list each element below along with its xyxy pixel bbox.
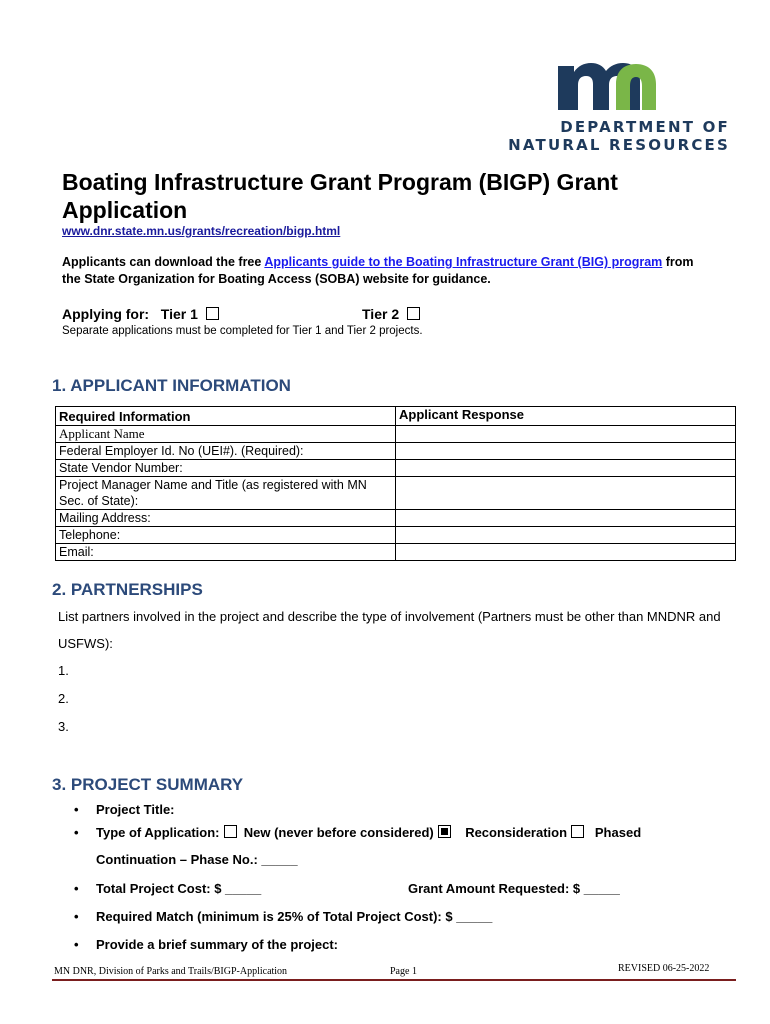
partner-item-2: 2. — [58, 691, 69, 706]
response-cell[interactable] — [396, 544, 736, 561]
dept-line-2: NATURAL RESOURCES — [508, 136, 730, 154]
applying-for-row — [62, 306, 219, 322]
row-label: Mailing Address: — [56, 510, 396, 527]
table-row — [56, 477, 736, 510]
reconsideration-checkbox[interactable] — [438, 825, 451, 838]
new-option-label: New (never before considered) — [243, 825, 434, 840]
tier2-label: Tier 2 — [362, 306, 400, 322]
intro-suffix: from the State Organization for Boating Access (SOBA) website for guidance. — [62, 255, 694, 286]
tier1-checkbox[interactable] — [206, 307, 219, 320]
row-label: Project Manager Name and Title (as registered with MN Sec. of State): — [56, 477, 396, 510]
bullet-icon: • — [74, 825, 79, 840]
table-row — [56, 544, 736, 561]
section1-heading: 1. APPLICANT INFORMATION — [52, 376, 291, 395]
row-label: Federal Employer Id. No (UEI#). (Required): — [56, 443, 396, 460]
response-cell[interactable] — [396, 426, 736, 443]
new-checkbox[interactable] — [224, 825, 237, 838]
row-label: Email: — [56, 544, 396, 561]
partner-item-1: 1. — [58, 663, 69, 678]
total-cost-label: Total Project Cost: $ _____ — [96, 881, 262, 896]
section3-heading: 3. PROJECT SUMMARY — [52, 775, 244, 794]
col-required-info: Required Information — [56, 407, 396, 426]
tier2-row — [362, 306, 420, 322]
applying-for-label: Applying for: — [62, 306, 150, 322]
response-cell[interactable] — [396, 527, 736, 544]
separate-applications-note: Separate applications must be completed for Tier 1 and Tier 2 projects. — [62, 325, 423, 337]
intro-paragraph — [62, 254, 702, 288]
list-item — [74, 881, 261, 896]
mn-logo-icon — [558, 58, 670, 110]
partners-instructions: List partners involved in the project and describe the type of involvement (Partners must be other than MNDNR and USFWS): — [58, 609, 721, 651]
list-item — [74, 825, 641, 840]
dnr-logo — [500, 58, 730, 158]
list-item — [74, 909, 492, 924]
program-url-link[interactable]: www.dnr.state.mn.us/grants/recreation/bigp.html — [62, 224, 341, 238]
section2-heading: 2. PARTNERSHIPS — [52, 580, 203, 599]
list-item — [74, 937, 338, 952]
table-row — [56, 510, 736, 527]
response-cell[interactable] — [396, 477, 736, 510]
bullet-icon: • — [74, 937, 79, 952]
grant-amount-label: Grant Amount Requested: $ _____ — [408, 881, 620, 896]
phased-option-label: Phased — [594, 825, 642, 840]
type-of-application-label: Type of Application: — [96, 825, 220, 840]
table-row — [56, 527, 736, 544]
project-title-label: Project Title: — [96, 802, 175, 817]
reconsideration-option-label: Reconsideration — [465, 825, 568, 840]
tier1-label: Tier 1 — [160, 306, 198, 322]
summary-label: Provide a brief summary of the project: — [96, 937, 339, 952]
footer-divider — [52, 979, 736, 981]
applicants-guide-link[interactable]: Applicants guide to the Boating Infrastructure Grant (BIG) program — [264, 255, 663, 269]
applicant-info-table — [55, 406, 736, 561]
bullet-icon: • — [74, 802, 79, 817]
response-cell[interactable] — [396, 443, 736, 460]
page-title: Boating Infrastructure Grant Program (BIGP) Grant Application — [62, 169, 618, 223]
row-label: Applicant Name — [56, 426, 396, 443]
intro-prefix: Applicants can download the free — [62, 255, 265, 269]
table-row — [56, 460, 736, 477]
table-row — [56, 426, 736, 443]
footer-left: MN DNR, Division of Parks and Trails/BIGP-Application — [54, 966, 288, 977]
required-match-label: Required Match (minimum is 25% of Total Project Cost): $ _____ — [96, 909, 493, 924]
bullet-icon: • — [74, 909, 79, 924]
table-header-row — [56, 407, 736, 426]
phased-checkbox[interactable] — [571, 825, 584, 838]
tier2-checkbox[interactable] — [407, 307, 420, 320]
col-applicant-response: Applicant Response — [396, 407, 736, 426]
continuation-line: Continuation – Phase No.: _____ — [96, 852, 298, 867]
bullet-icon: • — [74, 881, 79, 896]
list-item — [74, 802, 175, 817]
footer-revised: REVISED 06-25-2022 — [618, 963, 710, 974]
dept-line-1: DEPARTMENT OF — [560, 118, 730, 136]
footer-page-number: Page 1 — [390, 966, 417, 977]
response-cell[interactable] — [396, 510, 736, 527]
partner-item-3: 3. — [58, 719, 69, 734]
response-cell[interactable] — [396, 460, 736, 477]
row-label: State Vendor Number: — [56, 460, 396, 477]
table-row — [56, 443, 736, 460]
row-label: Telephone: — [56, 527, 396, 544]
